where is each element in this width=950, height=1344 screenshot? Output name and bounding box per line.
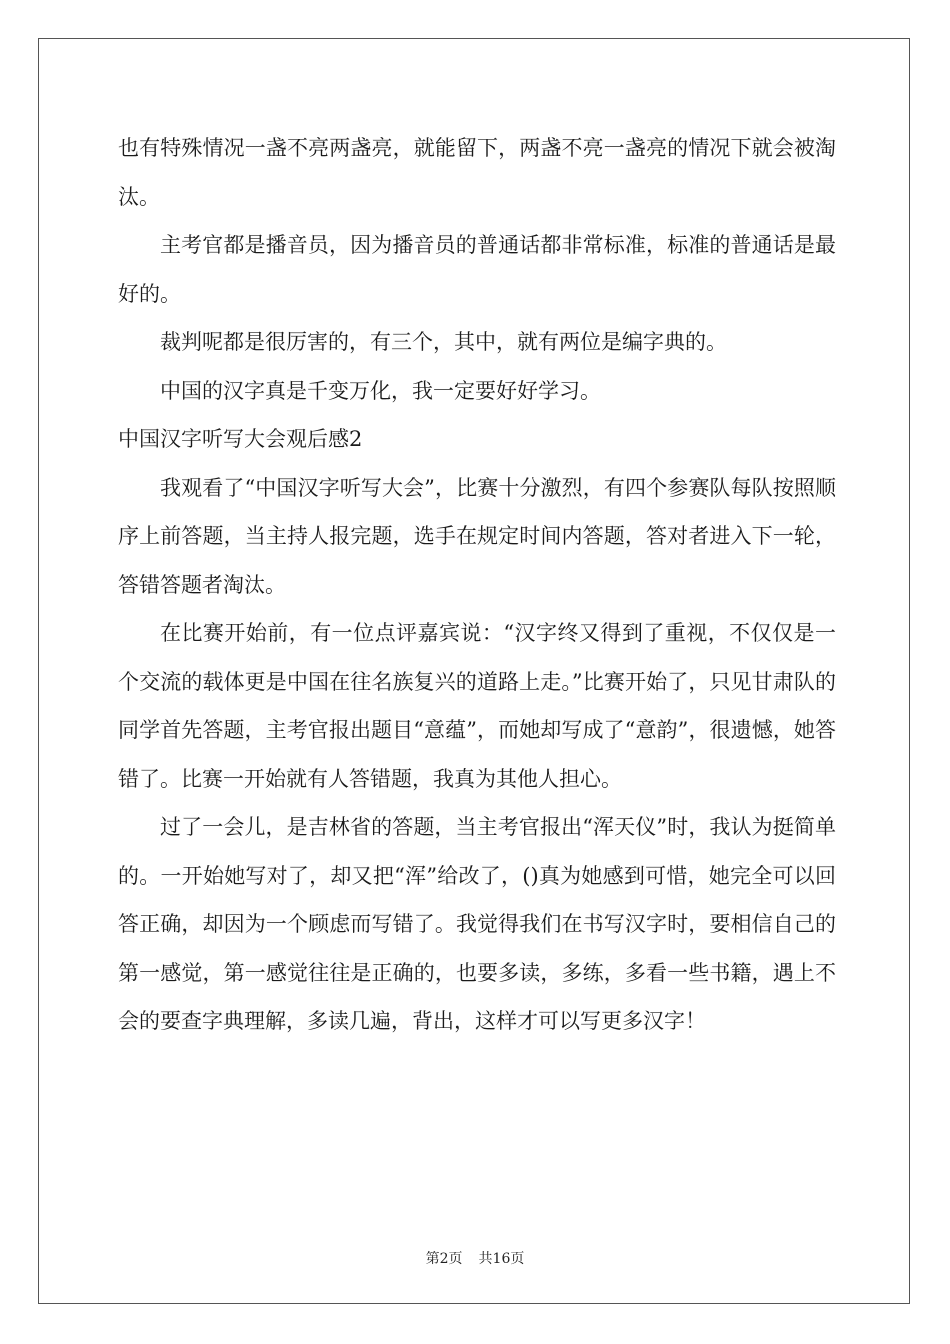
document-body [118,124,836,1046]
paragraph-1: 也有特殊情况一盏不亮两盏亮，就能留下，两盏不亮一盏亮的情况下就会被淘汰。 [118,136,836,209]
page-number: 第2页 [425,1251,463,1267]
page-footer [0,1248,950,1268]
paragraph-4: 中国的汉字真是千变万化，我一定要好好学习。 [160,378,601,403]
paragraph-3: 裁判呢都是很厉害的，有三个，其中，就有两位是编字典的。 [160,330,727,354]
paragraph-6: 在比赛开始前，有一位点评嘉宾说：“汉字终又得到了重视，不仅仅是一个交流的载体更是中国在往名族复兴的道路上走。”比赛开始了，只见甘肃队的同学首先答题，主考官报出题目“意蕴”，而她却写成了“意韵”，很遗憾，她答错了。比赛一开始就有人答错题，我真为其他人担心。 [118,621,836,791]
paragraph-7: 过了一会儿，是吉林省的答题，当主考官报出“浑天仪”时，我认为挺简单的。一开始她写对了，却又把“浑”给改了，()真为她感到可惜，她完全可以回答正确，却因为一个顾虑而写错了。我觉得我们在书写汉字时，要相信自己的第一感觉，第一感觉往往是正确的，也要多读，多练，多看一些书籍，遇上不会的要查字典理解，多读几遍，背出，这样才可以写更多汉字！ [118,815,836,1033]
page-total: 共16页 [478,1251,525,1267]
paragraph-5: 我观看了“中国汉字听写大会”，比赛十分激烈，有四个参赛队每队按照顺序上前答题，当主持人报完题，选手在规定时间内答题，答对者进入下一轮，答错答题者淘汰。 [118,475,836,597]
paragraph-2: 主考官都是播音员，因为播音员的普通话都非常标准，标准的普通话是最好的。 [118,233,836,306]
section-title: 中国汉字听写大会观后感2 [118,427,363,451]
